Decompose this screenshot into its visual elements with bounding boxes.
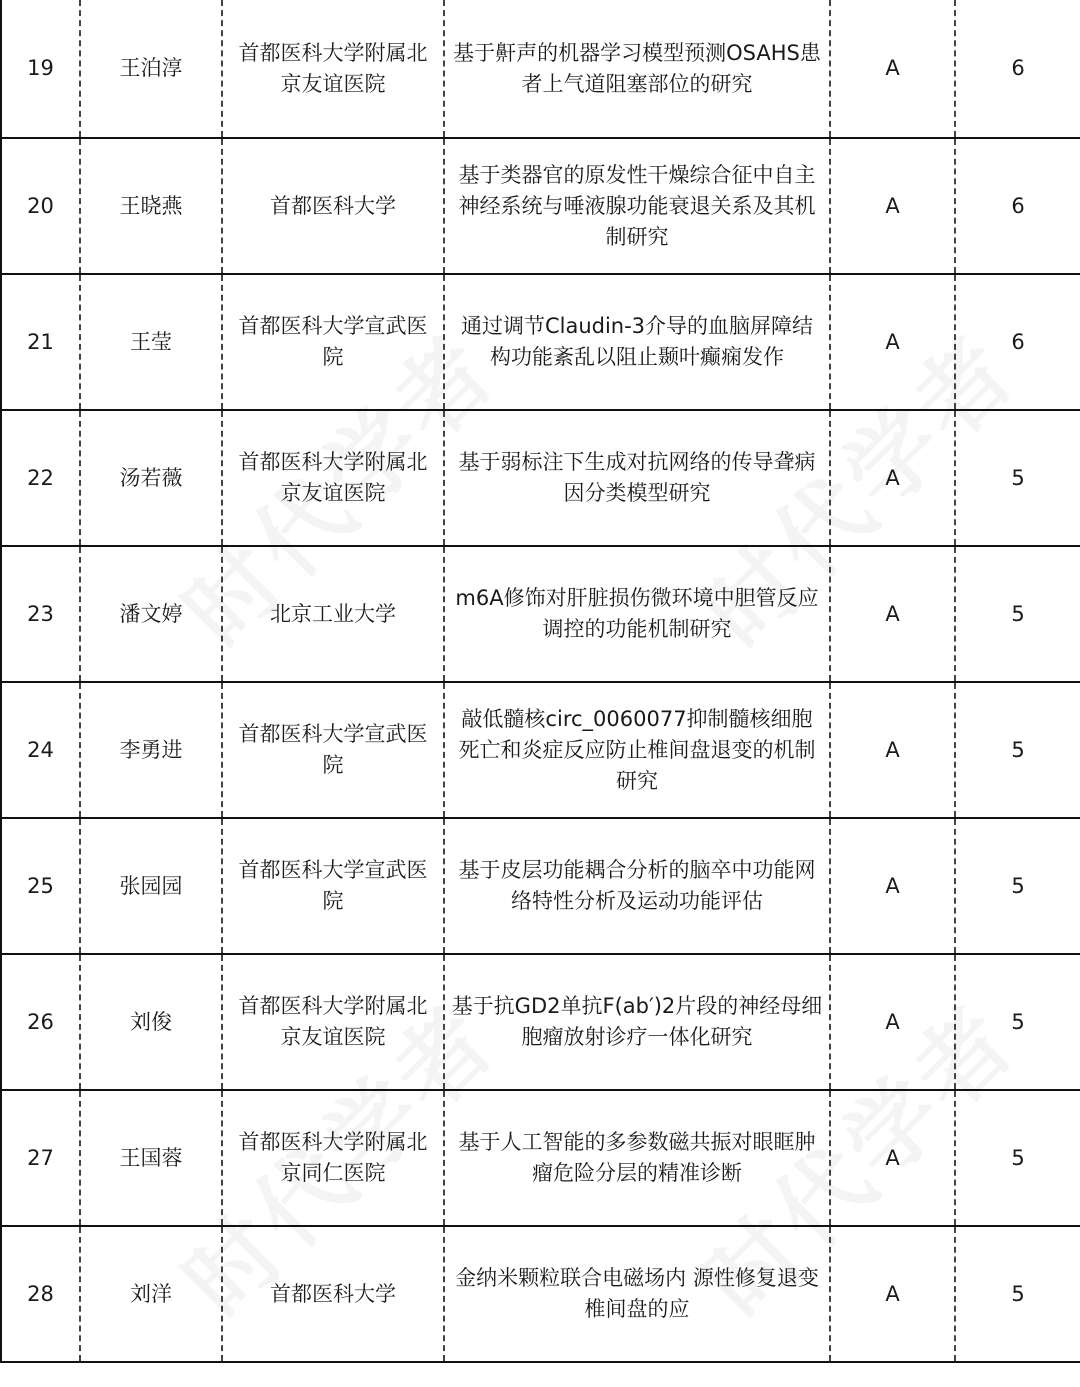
cell-number: 23 xyxy=(1,546,80,682)
cell-number: 28 xyxy=(1,1226,80,1362)
cell-number: 24 xyxy=(1,682,80,818)
table-row xyxy=(1,818,1080,954)
cell-number: 26 xyxy=(1,954,80,1090)
table-row xyxy=(1,954,1080,1090)
cell-name: 王晓燕 xyxy=(80,138,222,274)
cell-institution: 首都医科大学宣武医院 xyxy=(222,682,444,818)
cell-institution: 首都医科大学附属北京同仁医院 xyxy=(222,1090,444,1226)
cell-project: 基于弱标注下生成对抗网络的传导聋病因分类模型研究 xyxy=(444,410,830,546)
cell-name: 王泊淳 xyxy=(80,0,222,138)
cell-score: 5 xyxy=(955,1090,1080,1226)
cell-number: 20 xyxy=(1,138,80,274)
cell-grade: A xyxy=(830,818,955,954)
cell-score: 6 xyxy=(955,138,1080,274)
cell-institution: 首都医科大学 xyxy=(222,1226,444,1362)
cell-name: 李勇进 xyxy=(80,682,222,818)
cell-score: 5 xyxy=(955,546,1080,682)
cell-grade: A xyxy=(830,546,955,682)
cell-score: 6 xyxy=(955,274,1080,410)
cell-grade: A xyxy=(830,0,955,138)
cell-name: 张园园 xyxy=(80,818,222,954)
cell-grade: A xyxy=(830,274,955,410)
cell-project: 基于人工智能的多参数磁共振对眼眶肿瘤危险分层的精准诊断 xyxy=(444,1090,830,1226)
cell-name: 潘文婷 xyxy=(80,546,222,682)
cell-project: m6A修饰对肝脏损伤微环境中胆管反应调控的功能机制研究 xyxy=(444,546,830,682)
cell-project: 基于鼾声的机器学习模型预测OSAHS患者上气道阻塞部位的研究 xyxy=(444,0,830,138)
cell-project: 基于皮层功能耦合分析的脑卒中功能网络特性分析及运动功能评估 xyxy=(444,818,830,954)
cell-grade: A xyxy=(830,1090,955,1226)
cell-project: 基于类器官的原发性干燥综合征中自主神经系统与唾液腺功能衰退关系及其机制研究 xyxy=(444,138,830,274)
cell-name: 刘洋 xyxy=(80,1226,222,1362)
table-row xyxy=(1,1090,1080,1226)
cell-number: 27 xyxy=(1,1090,80,1226)
cell-project: 敲低髓核circ_0060077抑制髓核细胞死亡和炎症反应防止椎间盘退变的机制研究 xyxy=(444,682,830,818)
cell-name: 王国蓉 xyxy=(80,1090,222,1226)
cell-number: 22 xyxy=(1,410,80,546)
cell-number: 19 xyxy=(1,0,80,138)
cell-grade: A xyxy=(830,1226,955,1362)
cell-score: 5 xyxy=(955,410,1080,546)
cell-number: 25 xyxy=(1,818,80,954)
table-row xyxy=(1,0,1080,138)
cell-name: 汤若薇 xyxy=(80,410,222,546)
cell-institution: 首都医科大学宣武医院 xyxy=(222,274,444,410)
cell-institution: 首都医科大学附属北京友谊医院 xyxy=(222,410,444,546)
cell-number: 21 xyxy=(1,274,80,410)
cell-project: 通过调节Claudin-3介导的血脑屏障结构功能紊乱以阻止颞叶癫痫发作 xyxy=(444,274,830,410)
cell-grade: A xyxy=(830,138,955,274)
cell-score: 5 xyxy=(955,818,1080,954)
table-row xyxy=(1,1226,1080,1362)
table-row xyxy=(1,546,1080,682)
cell-grade: A xyxy=(830,954,955,1090)
cell-project: 金纳米颗粒联合电磁场内 源性修复退变椎间盘的应 xyxy=(444,1226,830,1362)
cell-score: 5 xyxy=(955,682,1080,818)
table-row xyxy=(1,138,1080,274)
cell-institution: 北京工业大学 xyxy=(222,546,444,682)
cell-score: 5 xyxy=(955,1226,1080,1362)
cell-grade: A xyxy=(830,682,955,818)
cell-institution: 首都医科大学附属北京友谊医院 xyxy=(222,954,444,1090)
table-row xyxy=(1,274,1080,410)
cell-institution: 首都医科大学附属北京友谊医院 xyxy=(222,0,444,138)
cell-institution: 首都医科大学 xyxy=(222,138,444,274)
cell-institution: 首都医科大学宣武医院 xyxy=(222,818,444,954)
cell-grade: A xyxy=(830,410,955,546)
table-row xyxy=(1,682,1080,818)
cell-name: 刘俊 xyxy=(80,954,222,1090)
table-row xyxy=(1,410,1080,546)
cell-score: 5 xyxy=(955,954,1080,1090)
cell-score: 6 xyxy=(955,0,1080,138)
cell-name: 王莹 xyxy=(80,274,222,410)
cell-project: 基于抗GD2单抗F(ab′)2片段的神经母细胞瘤放射诊疗一体化研究 xyxy=(444,954,830,1090)
